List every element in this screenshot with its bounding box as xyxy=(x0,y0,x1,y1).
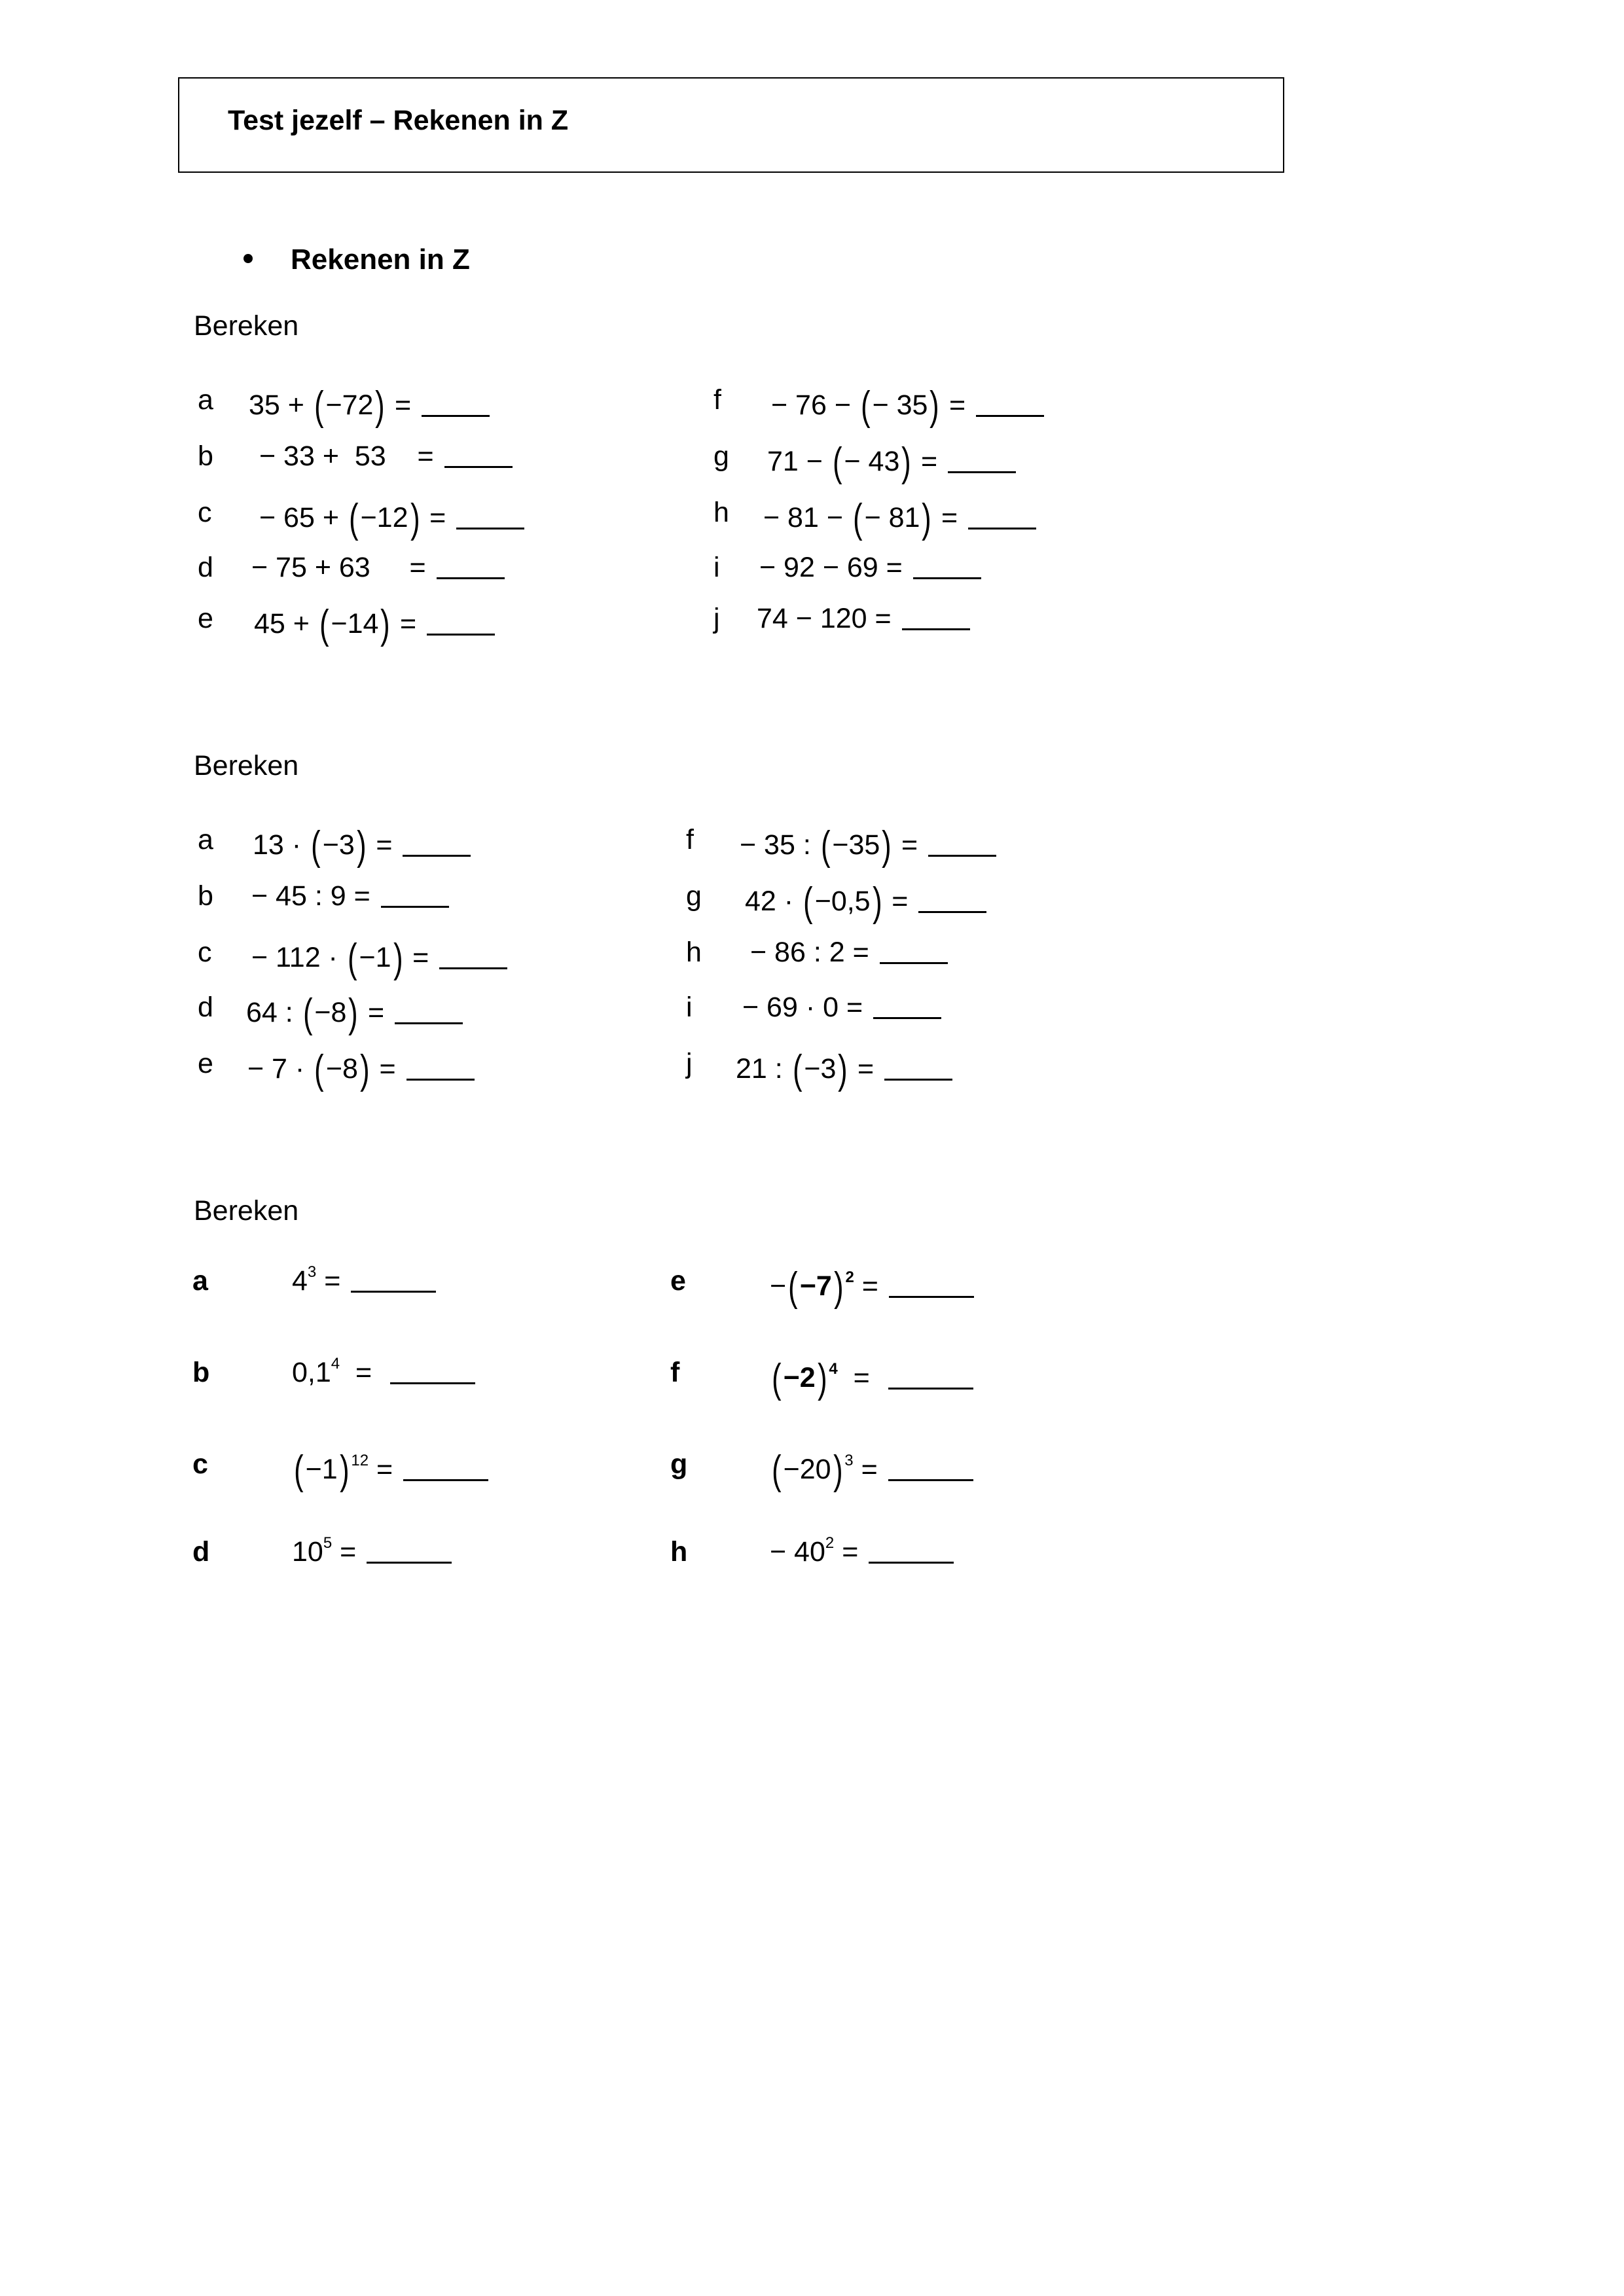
parenthesis: ) xyxy=(922,496,932,541)
answer-blank[interactable] xyxy=(444,442,513,468)
parenthesis: ) xyxy=(348,991,358,1036)
expression-part: − 112 · xyxy=(251,942,346,973)
expression-part: = xyxy=(422,502,454,533)
exercise-label: c xyxy=(192,1448,208,1480)
parenthesis: ) xyxy=(882,823,892,869)
equals-sign: = xyxy=(837,1362,886,1393)
answer-blank[interactable] xyxy=(888,1456,973,1481)
exercise-expression xyxy=(259,442,513,471)
parenthesis: ) xyxy=(838,1047,848,1092)
expression-part: −8 xyxy=(314,997,347,1028)
exercise-label: f xyxy=(713,384,721,416)
expression-part: − 43 xyxy=(844,446,900,477)
expression-part: = xyxy=(387,389,420,421)
exercise-expression xyxy=(770,1356,973,1401)
power-exponent: 4 xyxy=(829,1360,838,1378)
exercise-label: a xyxy=(198,824,213,855)
answer-blank[interactable] xyxy=(403,1456,488,1481)
exercise-label: f xyxy=(670,1357,680,1388)
exercise-expression xyxy=(251,936,507,981)
answer-blank[interactable] xyxy=(869,1538,954,1564)
exercise-label: b xyxy=(198,440,213,472)
block-1-instruction: Bereken xyxy=(194,310,299,342)
parenthesis: ) xyxy=(901,440,911,485)
parenthesis: ( xyxy=(772,1448,782,1493)
exercise-expression xyxy=(292,1450,488,1491)
expression-part: = xyxy=(941,389,974,421)
answer-blank[interactable] xyxy=(403,831,471,857)
answer-blank[interactable] xyxy=(395,999,463,1024)
exercise-expression xyxy=(259,496,524,541)
exercise-label: b xyxy=(198,880,213,912)
expression-part: = xyxy=(878,552,911,583)
exercise-label: d xyxy=(192,1536,210,1568)
equals-sign: = xyxy=(332,1536,365,1568)
answer-blank[interactable] xyxy=(351,1267,436,1293)
exercise-label: j xyxy=(713,603,720,634)
parenthesis: ) xyxy=(833,1265,844,1310)
parenthesis: ) xyxy=(339,1448,350,1493)
expression-part: −3 xyxy=(322,829,355,861)
exercise-expression xyxy=(757,605,970,633)
expression-part: = xyxy=(893,829,926,861)
answer-blank[interactable] xyxy=(928,831,996,857)
expression-part: − 81 − xyxy=(763,502,851,533)
parenthesis: ( xyxy=(803,880,813,925)
power-exponent: 2 xyxy=(825,1534,835,1552)
expression-part: − 69 · 0 xyxy=(742,992,839,1023)
exercise-label: a xyxy=(192,1265,208,1297)
block-2-instruction: Bereken xyxy=(194,750,299,781)
equals-sign: = xyxy=(369,1454,401,1485)
exercise-expression xyxy=(292,1534,452,1568)
parenthesis: ( xyxy=(349,496,359,541)
exercise-label: c xyxy=(198,937,212,968)
parenthesis: ( xyxy=(347,936,357,981)
power-exponent: 12 xyxy=(351,1452,369,1469)
parenthesis: ) xyxy=(833,1448,843,1493)
expression-part: = xyxy=(392,608,425,639)
expression-part: = xyxy=(933,502,966,533)
exercise-expression xyxy=(763,496,1036,541)
expression-part: −1 xyxy=(359,942,391,973)
exercise-label: d xyxy=(198,552,213,583)
power-exponent: 5 xyxy=(323,1534,333,1552)
exercise-label: c xyxy=(198,497,212,528)
expression-part: = xyxy=(360,997,393,1028)
exercise-expression xyxy=(742,994,941,1022)
page-title: Test jezelf – Rekenen in Z xyxy=(228,105,569,136)
parenthesis: ) xyxy=(375,384,386,429)
expression-part: −8 xyxy=(325,1053,358,1085)
exercise-label: b xyxy=(192,1357,210,1388)
parenthesis: ( xyxy=(772,1356,782,1401)
exercise-expression xyxy=(246,991,463,1036)
expression-part: −72 xyxy=(325,389,374,421)
power-base: 10 xyxy=(292,1536,323,1568)
expression-part: − 45 : 9 xyxy=(251,880,346,912)
power-base: −20 xyxy=(783,1454,831,1485)
exercise-expression xyxy=(771,386,1044,427)
answer-blank[interactable] xyxy=(406,1055,475,1081)
answer-blank[interactable] xyxy=(880,939,948,964)
exercise-expression xyxy=(767,442,1016,483)
expression-part: 21 : xyxy=(736,1053,791,1085)
answer-blank[interactable] xyxy=(367,1538,452,1564)
exercise-label: h xyxy=(713,497,729,528)
parenthesis: ( xyxy=(314,384,324,429)
exercise-label: d xyxy=(198,992,213,1023)
answer-blank[interactable] xyxy=(913,554,981,579)
parenthesis: ) xyxy=(872,880,882,925)
parenthesis: ) xyxy=(393,936,403,981)
answer-blank[interactable] xyxy=(948,448,1016,473)
equals-sign: = xyxy=(854,1270,886,1302)
expression-part: = xyxy=(346,880,378,912)
exercise-label: g xyxy=(686,880,702,912)
answer-blank[interactable] xyxy=(918,888,986,913)
expression-part: − 81 xyxy=(864,502,920,533)
exercise-label: h xyxy=(686,937,702,968)
answer-blank[interactable] xyxy=(437,554,505,579)
equals-sign: = xyxy=(853,1454,886,1485)
exercise-expression xyxy=(251,882,449,910)
expression-part: − 65 + xyxy=(259,502,347,533)
expression-part: = xyxy=(913,446,946,477)
power-base: −2 xyxy=(783,1362,816,1393)
expression-part: = xyxy=(844,937,877,968)
parenthesis: ) xyxy=(410,496,420,541)
parenthesis: ( xyxy=(853,496,863,541)
expression-prefix: − xyxy=(770,1270,787,1302)
expression-part: = xyxy=(371,1053,404,1085)
exercise-expression xyxy=(247,1047,475,1092)
exercise-expression xyxy=(292,1263,436,1297)
expression-part: − 33 + 53 xyxy=(259,440,386,472)
expression-part: −35 xyxy=(832,829,880,861)
block-3-instruction: Bereken xyxy=(194,1195,299,1227)
parenthesis: ) xyxy=(359,1047,370,1092)
expression-part: = xyxy=(370,552,434,583)
parenthesis: ( xyxy=(319,602,329,647)
parenthesis: ( xyxy=(792,1047,803,1092)
expression-part: −3 xyxy=(804,1053,837,1085)
power-base: −7 xyxy=(799,1270,832,1302)
exercise-expression xyxy=(292,1355,475,1388)
equals-sign: = xyxy=(340,1357,388,1388)
exercise-label: a xyxy=(198,384,213,416)
power-base: − 40 xyxy=(770,1536,825,1568)
answer-blank[interactable] xyxy=(439,944,507,969)
parenthesis: ( xyxy=(311,823,321,869)
exercise-expression xyxy=(770,1267,974,1308)
exercise-expression xyxy=(745,882,986,923)
bullet-icon xyxy=(244,254,253,263)
expression-part: − 92 − 69 xyxy=(759,552,878,583)
answer-blank[interactable] xyxy=(456,504,524,529)
answer-blank[interactable] xyxy=(422,391,490,417)
power-exponent: 4 xyxy=(331,1355,340,1372)
expression-part: −0,5 xyxy=(814,886,871,917)
power-exponent: 3 xyxy=(307,1263,317,1281)
parenthesis: ) xyxy=(929,384,940,429)
answer-blank[interactable] xyxy=(968,504,1036,529)
parenthesis: ( xyxy=(302,991,313,1036)
exercise-expression xyxy=(736,1047,952,1092)
answer-blank[interactable] xyxy=(888,1364,973,1390)
answer-blank[interactable] xyxy=(902,605,970,630)
expression-part: −12 xyxy=(360,502,408,533)
expression-part: − 76 − xyxy=(771,389,859,421)
expression-part: − 35 : xyxy=(740,829,819,861)
answer-blank[interactable] xyxy=(873,994,941,1019)
answer-blank[interactable] xyxy=(381,882,449,908)
expression-part: 64 : xyxy=(246,997,301,1028)
exercise-label: e xyxy=(198,1048,213,1079)
exercise-expression xyxy=(254,602,495,647)
expression-part: 45 + xyxy=(254,608,317,639)
expression-part: − 86 : 2 xyxy=(750,937,845,968)
expression-part: = xyxy=(405,942,437,973)
expression-part: 42 · xyxy=(745,886,802,917)
expression-part: = xyxy=(386,440,442,472)
parenthesis: ( xyxy=(294,1448,304,1493)
answer-blank[interactable] xyxy=(976,391,1044,417)
expression-part: = xyxy=(368,829,401,861)
exercise-expression xyxy=(249,386,490,427)
equals-sign: = xyxy=(316,1265,349,1297)
exercise-expression xyxy=(770,1450,973,1491)
expression-part: = xyxy=(850,1053,882,1085)
expression-part: 71 − xyxy=(767,446,831,477)
parenthesis: ( xyxy=(861,384,871,429)
expression-part: = xyxy=(884,886,916,917)
expression-part: 74 − 120 xyxy=(757,603,867,634)
title-box xyxy=(178,77,1284,173)
answer-blank[interactable] xyxy=(390,1359,475,1384)
exercise-label: h xyxy=(670,1536,688,1568)
exercise-expression xyxy=(750,939,948,967)
exercise-label: e xyxy=(198,603,213,634)
power-base: −1 xyxy=(305,1454,338,1485)
section-heading-label: Rekenen in Z xyxy=(291,243,470,276)
power-base: 0,1 xyxy=(292,1357,331,1388)
answer-blank[interactable] xyxy=(884,1055,952,1081)
expression-part: = xyxy=(867,603,899,634)
expression-part: −14 xyxy=(331,608,379,639)
expression-part: 13 · xyxy=(253,829,310,861)
expression-part: 35 + xyxy=(249,389,312,421)
section-heading xyxy=(244,243,470,276)
parenthesis: ( xyxy=(788,1265,798,1310)
exercise-expression xyxy=(251,554,505,582)
exercise-label: g xyxy=(670,1448,688,1480)
exercise-label: j xyxy=(686,1048,693,1079)
expression-part: − 35 xyxy=(872,389,928,421)
parenthesis: ) xyxy=(380,602,391,647)
parenthesis: ( xyxy=(820,823,831,869)
exercise-expression xyxy=(759,554,981,582)
expression-part: = xyxy=(839,992,871,1023)
equals-sign: = xyxy=(834,1536,867,1568)
exercise-label: i xyxy=(713,552,720,583)
exercise-expression xyxy=(253,823,471,869)
parenthesis: ( xyxy=(314,1047,324,1092)
exercise-label: e xyxy=(670,1265,686,1297)
answer-blank[interactable] xyxy=(889,1272,974,1298)
parenthesis: ) xyxy=(356,823,367,869)
exercise-expression xyxy=(770,1534,954,1568)
answer-blank[interactable] xyxy=(427,610,495,636)
power-exponent: 3 xyxy=(844,1452,854,1469)
parenthesis: ( xyxy=(832,440,842,485)
exercise-label: f xyxy=(686,824,694,855)
expression-part: − 7 · xyxy=(247,1053,313,1085)
expression-part: − 75 + 63 xyxy=(251,552,370,583)
parenthesis: ) xyxy=(817,1356,827,1401)
power-base: 4 xyxy=(292,1265,308,1297)
power-exponent: 2 xyxy=(845,1268,854,1286)
exercise-label: g xyxy=(713,440,729,472)
exercise-label: i xyxy=(686,992,693,1023)
exercise-expression xyxy=(740,823,996,869)
